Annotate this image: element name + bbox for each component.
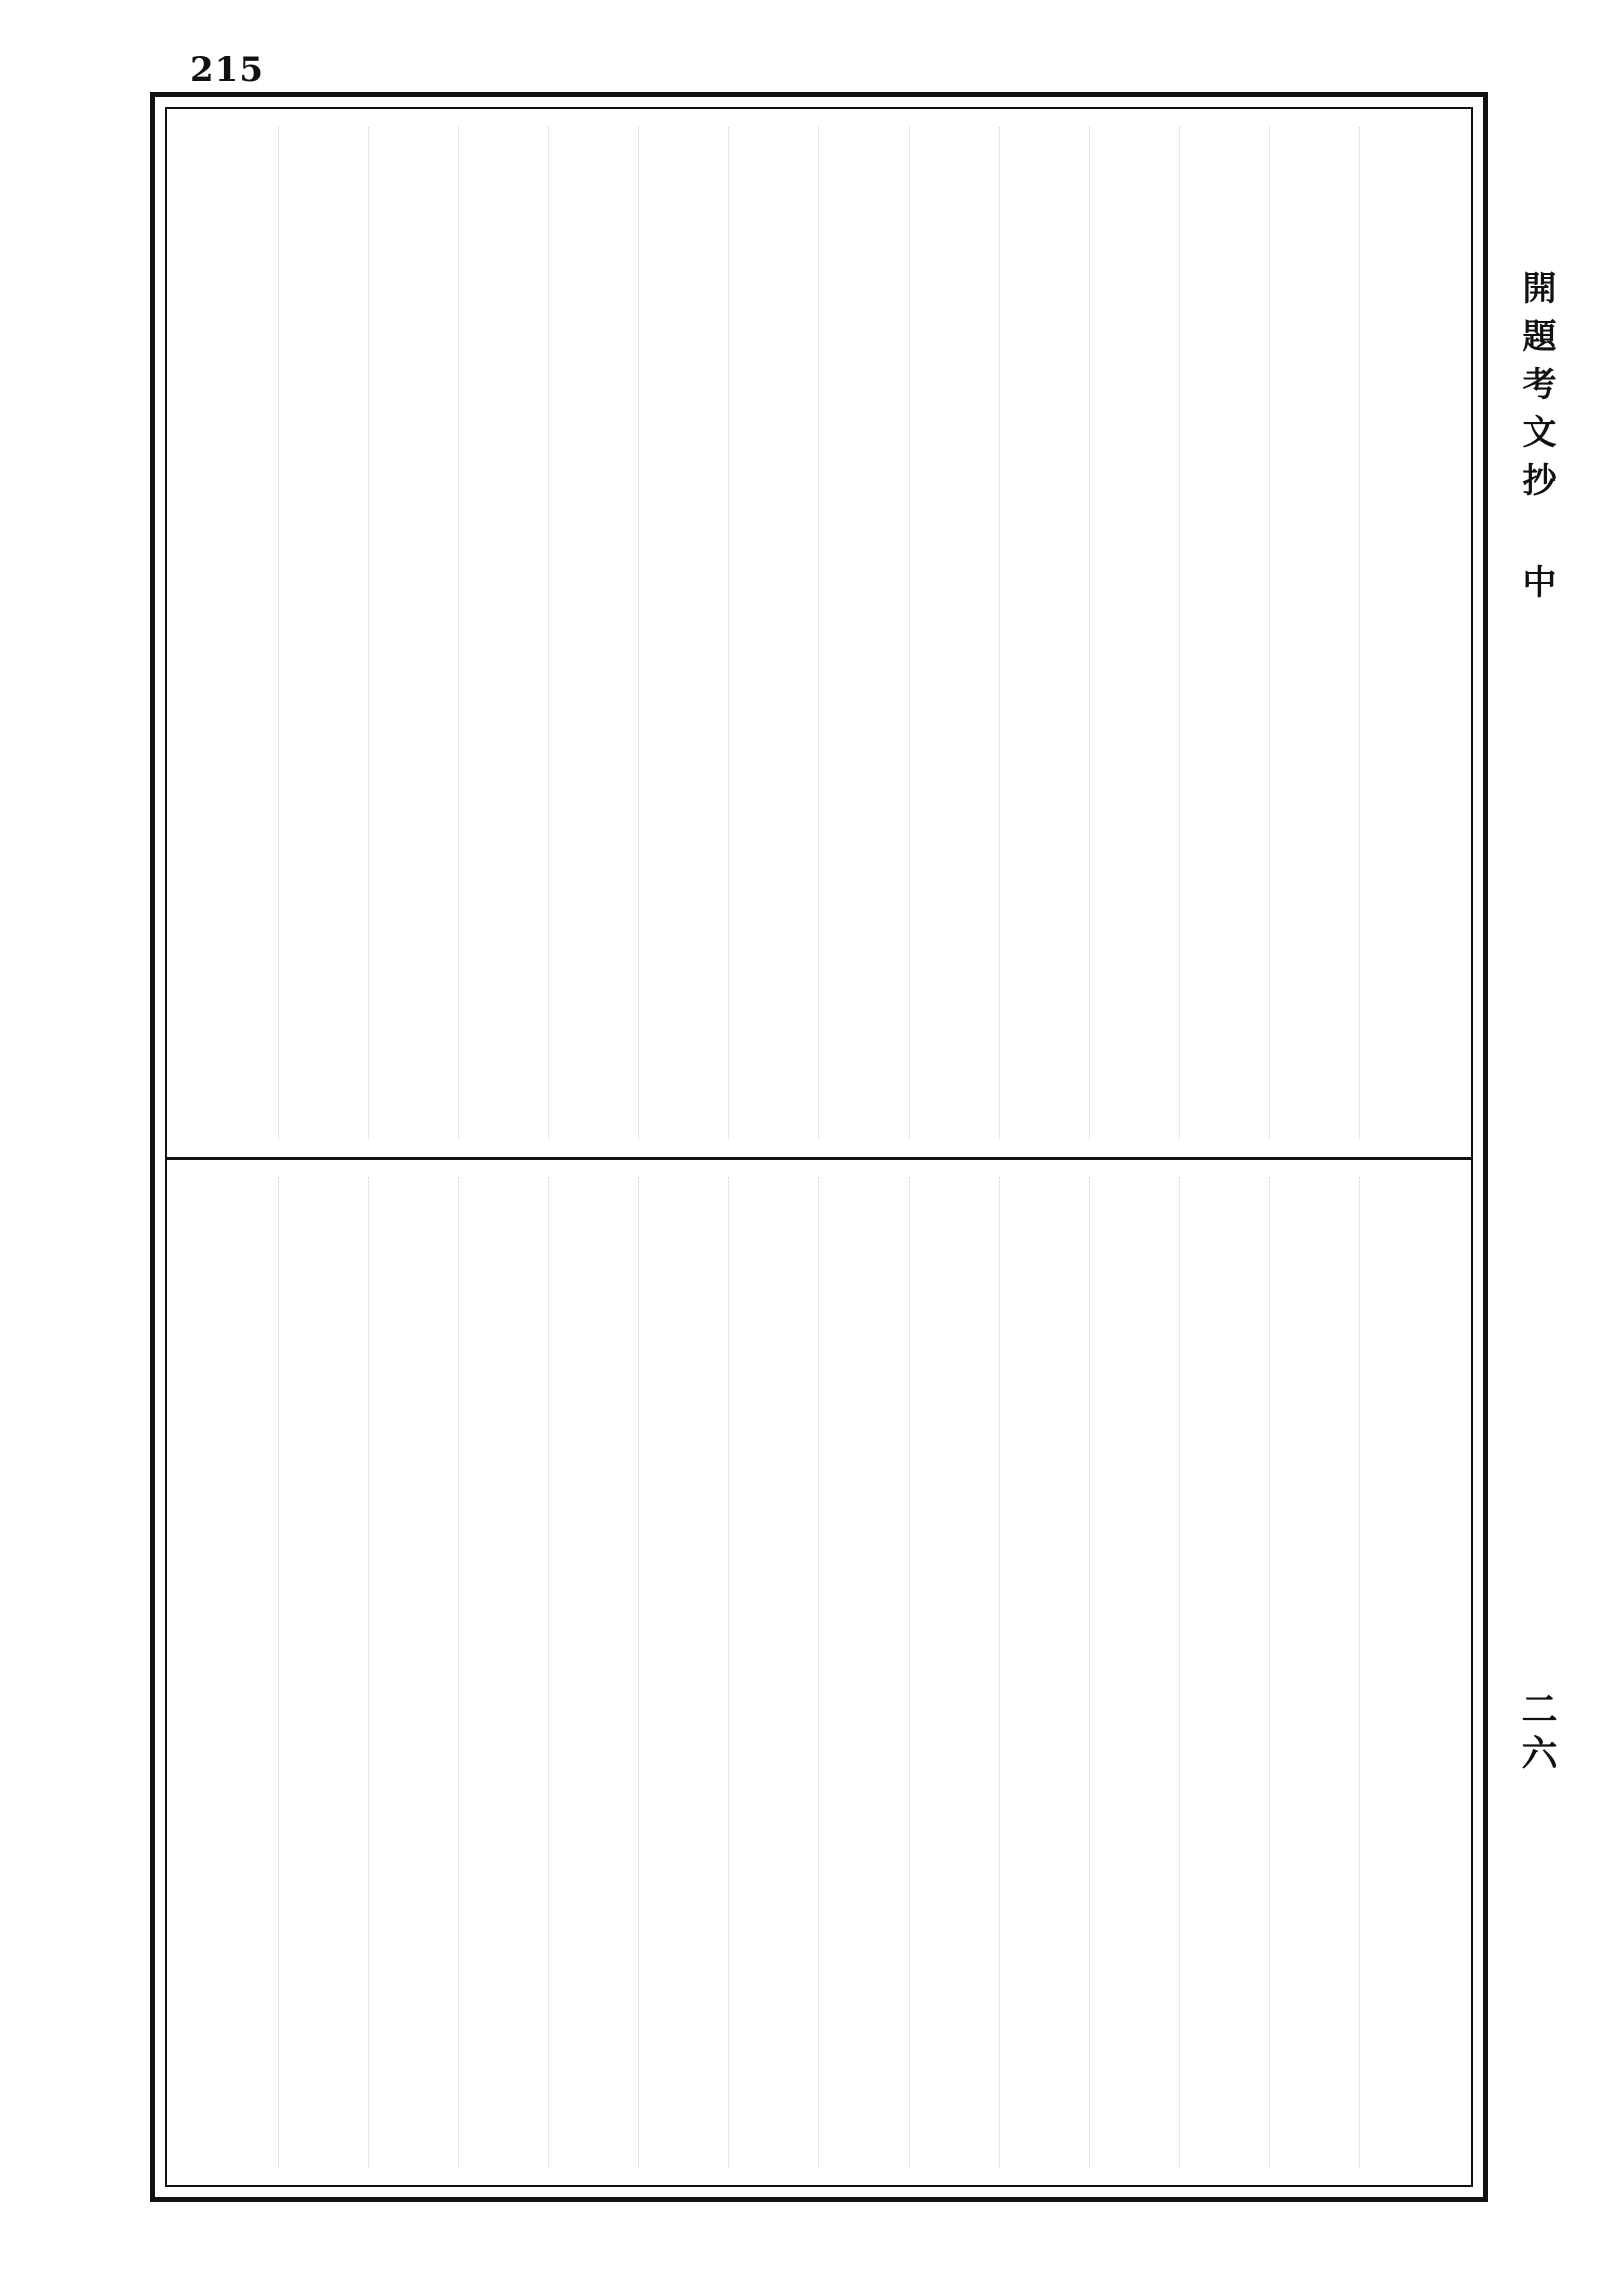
text-column xyxy=(368,127,458,1139)
text-column xyxy=(728,127,818,1139)
text-column xyxy=(909,127,999,1139)
upper-register xyxy=(167,109,1471,1157)
margin-title: 開題考文抄 中 xyxy=(1516,270,1556,612)
text-frame-inner xyxy=(165,107,1473,2187)
text-column xyxy=(189,1177,278,2167)
text-column xyxy=(368,1177,458,2167)
text-column xyxy=(458,1177,548,2167)
text-column xyxy=(999,127,1089,1139)
text-column xyxy=(548,1177,638,2167)
text-column xyxy=(1269,127,1359,1139)
text-column xyxy=(1269,1177,1359,2167)
text-column xyxy=(999,1177,1089,2167)
text-column xyxy=(818,1177,908,2167)
text-column xyxy=(1089,127,1179,1139)
text-column xyxy=(458,127,548,1139)
text-column xyxy=(728,1177,818,2167)
lower-register xyxy=(167,1159,1471,2185)
text-column xyxy=(278,127,368,1139)
text-column xyxy=(818,127,908,1139)
text-column xyxy=(1359,1177,1449,2167)
text-column xyxy=(1179,127,1269,1139)
text-column xyxy=(1359,127,1449,1139)
text-column xyxy=(189,127,278,1139)
text-column xyxy=(638,1177,728,2167)
text-column xyxy=(278,1177,368,2167)
text-column xyxy=(1089,1177,1179,2167)
margin-folio: 二六 xyxy=(1516,1690,1558,1778)
text-column xyxy=(1179,1177,1269,2167)
text-column xyxy=(909,1177,999,2167)
text-column xyxy=(548,127,638,1139)
text-frame xyxy=(150,92,1488,2202)
page-number: 215 xyxy=(190,50,264,90)
text-column xyxy=(638,127,728,1139)
